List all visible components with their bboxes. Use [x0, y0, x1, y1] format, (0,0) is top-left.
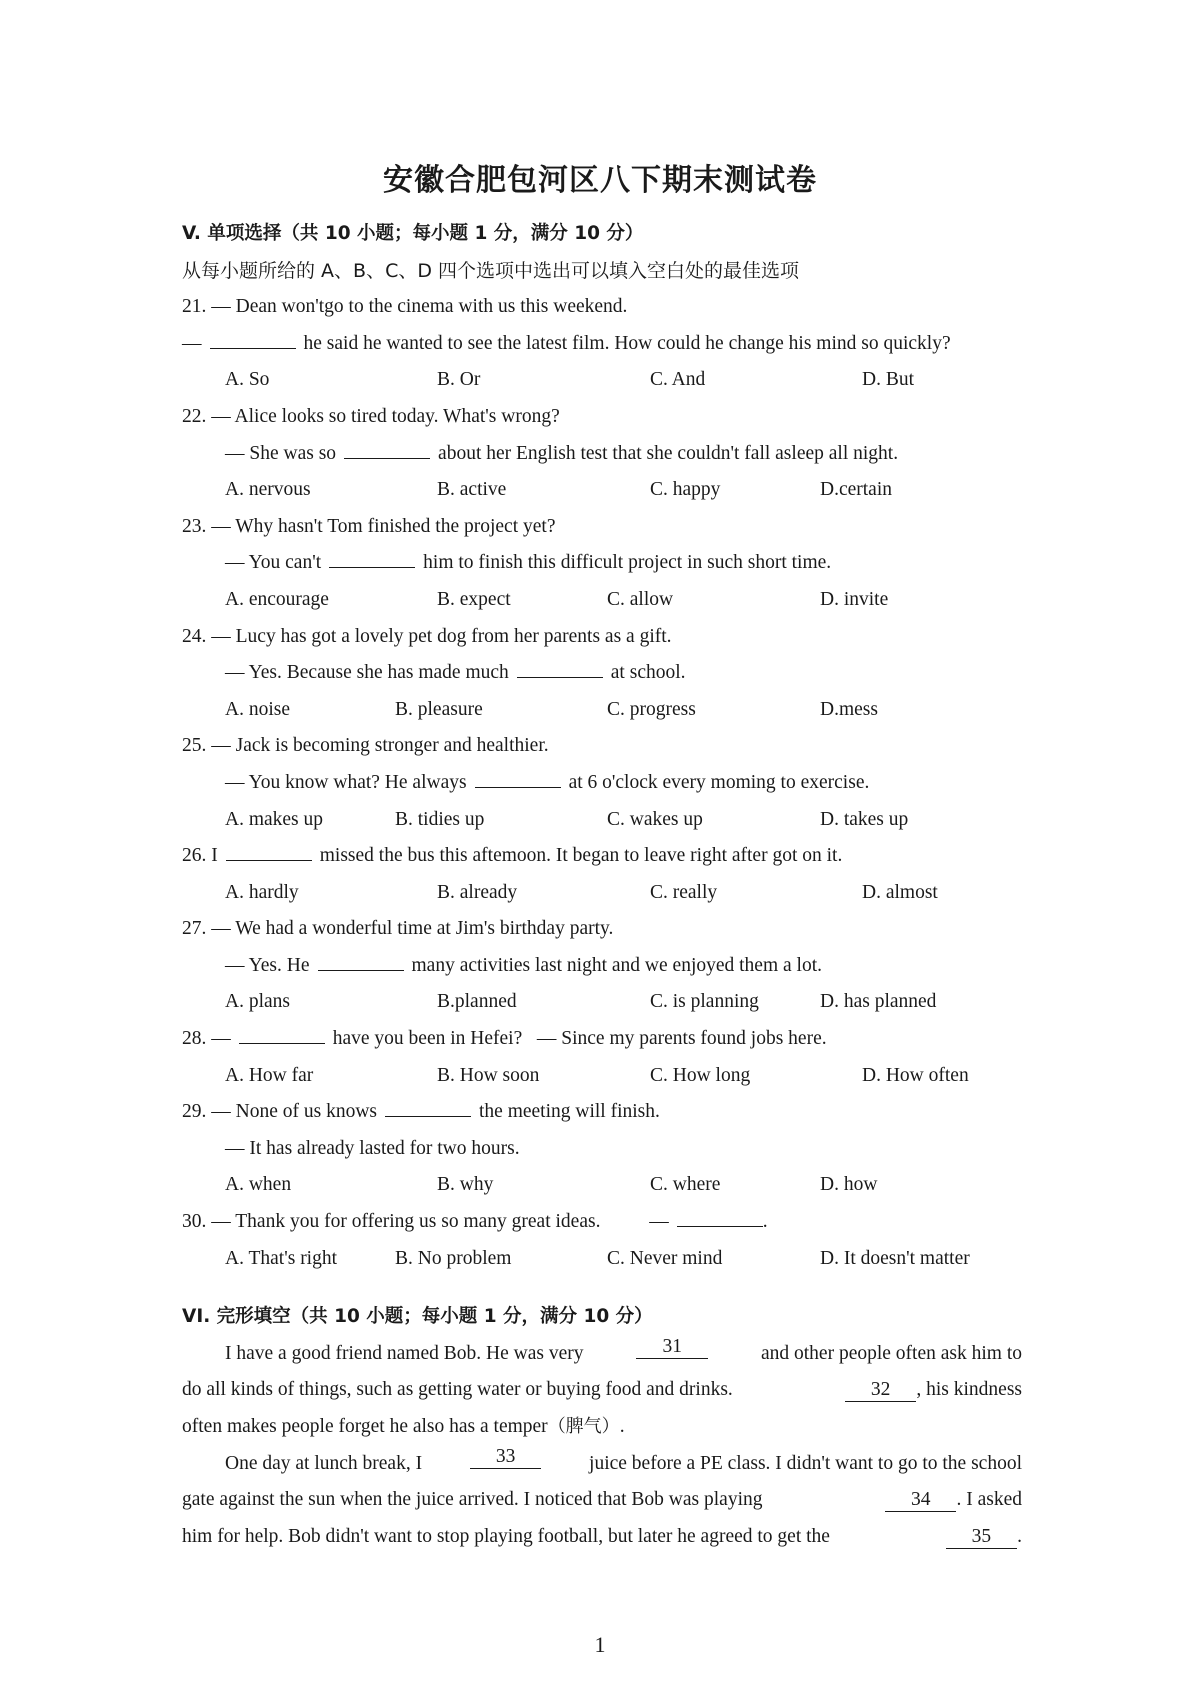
stem-text: — Yes. He [225, 954, 310, 976]
option-a: A. plans [225, 991, 290, 1013]
answer-blank [517, 655, 603, 678]
stem-text: the meeting will finish. [479, 1101, 660, 1123]
cloze-segment [877, 1482, 1022, 1519]
cloze-text: him for help. Bob didn't want to stop playing football, but later he agreed to get the [182, 1525, 830, 1547]
answer-blank [329, 545, 415, 568]
option-c: C. allow [607, 588, 674, 610]
question-23-prompt: 23. — Why hasn't Tom finished the project yet? [182, 515, 556, 537]
answer-blank [239, 1021, 325, 1044]
cloze-blank-34: 34 [885, 1489, 957, 1512]
question-29-options [182, 1167, 1022, 1204]
question-22-prompt: 22. — Alice looks so tired today. What's wrong? [182, 405, 560, 427]
option-b: B.planned [437, 991, 517, 1013]
question-21-stem [182, 326, 1022, 363]
question-26-options [182, 875, 1022, 912]
question-30-options [182, 1241, 1022, 1278]
cloze-text: often makes people forget he also has a temper [182, 1416, 548, 1437]
question-29-stem: — It has already lasted for two hours. [225, 1137, 520, 1159]
option-b: B. tidies up [395, 808, 485, 830]
answer-blank [210, 326, 296, 349]
stem-text: — [182, 332, 202, 354]
stem-text: . [762, 1211, 768, 1233]
cloze-text: One day at lunch break, I [225, 1452, 423, 1474]
stem-text: about her English test that she couldn't fall asleep all night. [438, 442, 899, 464]
option-a: A. when [225, 1174, 292, 1196]
question-25-stem [182, 765, 1022, 802]
question-22-stem [182, 436, 1022, 473]
stem-text: him to finish this difficult project in such short time. [423, 552, 832, 574]
section-heading-5: V. 单项选择（共 10 小题；每小题 1 分，满分 10 分） [182, 223, 644, 244]
option-a: A. noise [225, 698, 290, 720]
option-b: B. active [437, 479, 507, 501]
stem-text: 26. I [182, 845, 218, 867]
option-d: D. But [862, 369, 915, 391]
option-a: A. hardly [225, 881, 299, 903]
question-25-options [182, 802, 1022, 839]
option-d: D. It doesn't matter [820, 1247, 970, 1269]
option-d: D.certain [820, 479, 893, 501]
stem-text: 28. — [182, 1028, 231, 1050]
option-c: C. How long [650, 1064, 751, 1086]
cloze-text: . [1017, 1525, 1022, 1547]
question-28-prompt [182, 1021, 1022, 1058]
option-a: A. So [225, 369, 270, 391]
option-b: B. Or [437, 369, 481, 391]
section-gap [182, 1277, 1022, 1299]
cloze-blank-32: 32 [845, 1379, 917, 1402]
option-b: B. How soon [437, 1064, 540, 1086]
question-24-stem [182, 655, 1022, 692]
answer-blank [344, 436, 430, 459]
cloze-line [182, 1409, 1022, 1446]
question-29-prompt [182, 1094, 1022, 1131]
option-c: C. And [650, 369, 706, 391]
option-b: B. already [437, 881, 518, 903]
cloze-text: , his kindness [916, 1379, 1022, 1401]
cloze-line [182, 1446, 1022, 1483]
cloze-text: juice before a PE class. I didn't want to go to the school [589, 1452, 1022, 1474]
answer-blank [677, 1204, 763, 1227]
question-25-prompt: 25. — Jack is becoming stronger and healthier. [182, 735, 549, 757]
option-d: D. invite [820, 588, 889, 610]
question-21-options [182, 362, 1022, 399]
option-c: C. where [650, 1174, 721, 1196]
option-a: A. nervous [225, 479, 311, 501]
cloze-line [182, 1372, 1022, 1409]
stem-text: — Yes. Because she has made much [225, 662, 509, 684]
question-24-prompt: 24. — Lucy has got a lovely pet dog from her parents as a gift. [182, 625, 672, 647]
option-d: D. has planned [820, 991, 937, 1013]
option-d: D. almost [862, 881, 938, 903]
answer-blank [226, 838, 312, 861]
cloze-text: and other people often ask him to [760, 1342, 1022, 1364]
question-30-prompt [182, 1204, 1022, 1241]
option-a: A. That's right [225, 1247, 338, 1269]
option-c: C. happy [650, 479, 721, 501]
option-d: D. how [820, 1174, 878, 1196]
question-28-options [182, 1058, 1022, 1095]
option-a: A. encourage [225, 588, 329, 610]
stem-text: at school. [610, 662, 686, 684]
stem-text: he said he wanted to see the latest film. How could he change his mind so quickly? [303, 332, 951, 354]
cloze-blank-33: 33 [470, 1446, 542, 1469]
question-27-prompt: 27. — We had a wonderful time at Jim's birthday party. [182, 918, 614, 940]
option-c: C. is planning [650, 991, 759, 1013]
question-23-options [182, 582, 1022, 619]
option-d: D.mess [820, 698, 878, 720]
option-c: C. Never mind [607, 1247, 723, 1269]
option-a: A. How far [225, 1064, 314, 1086]
option-a: A. makes up [225, 808, 324, 830]
cloze-line [182, 1482, 1022, 1519]
cloze-text: . [619, 1416, 625, 1437]
cloze-blank-35: 35 [946, 1526, 1018, 1549]
cloze-segment [837, 1372, 1022, 1409]
cloze-text: . I asked [956, 1489, 1022, 1511]
stem-text: 29. — None of us knows [182, 1101, 377, 1123]
question-24-options [182, 692, 1022, 729]
stem-text: 30. — Thank you for offering us so many great ideas. — [182, 1211, 669, 1233]
option-b: B. expect [437, 588, 511, 610]
stem-text: — You can't [225, 552, 322, 574]
option-c: C. really [650, 881, 718, 903]
option-b: B. No problem [395, 1247, 512, 1269]
option-b: B. why [437, 1174, 494, 1196]
stem-text: at 6 o'clock every moming to exercise. [568, 771, 870, 793]
cloze-segment [938, 1519, 1022, 1556]
cloze-line [182, 1519, 1022, 1556]
option-c: C. wakes up [607, 808, 703, 830]
cloze-text: I have a good friend named Bob. He was very [225, 1342, 584, 1364]
question-27-options [182, 984, 1022, 1021]
exam-content [182, 216, 1022, 1555]
stem-text: — You know what? He always [225, 771, 467, 793]
question-22-options [182, 472, 1022, 509]
stem-text: many activities last night and we enjoyed them a lot. [411, 954, 822, 976]
cloze-line [182, 1336, 1022, 1373]
option-d: D. How often [862, 1064, 969, 1086]
question-21-prompt: 21. — Dean won'tgo to the cinema with us this weekend. [182, 296, 628, 318]
question-23-stem [182, 545, 1022, 582]
option-d: D. takes up [820, 808, 909, 830]
question-27-stem [182, 948, 1022, 985]
stem-text: missed the bus this aftemoon. It began to leave right after got on it. [319, 845, 843, 867]
cloze-blank-31: 31 [636, 1336, 708, 1359]
option-c: C. progress [607, 698, 696, 720]
stem-text: have you been in Hefei? — Since my parents found jobs here. [332, 1028, 827, 1050]
option-b: B. pleasure [395, 698, 483, 720]
answer-blank [475, 765, 561, 788]
answer-blank [385, 1094, 471, 1117]
cloze-text: gate against the sun when the juice arrived. I noticed that Bob was playing [182, 1489, 763, 1511]
section-instruction: 从每小题所给的 A、B、C、D 四个选项中选出可以填入空白处的最佳选项 [182, 259, 800, 282]
cloze-text: do all kinds of things, such as getting water or buying food and drinks. [182, 1379, 733, 1401]
cloze-text: （脾气） [547, 1416, 620, 1437]
question-26-prompt [182, 838, 1022, 875]
stem-text: — She was so [225, 442, 337, 464]
page-title: 安徽合肥包河区八下期末测试卷 [383, 163, 817, 198]
answer-blank [318, 948, 404, 971]
section-heading-6: VI. 完形填空（共 10 小题；每小题 1 分，满分 10 分） [182, 1306, 653, 1328]
page-number: 1 [594, 1632, 606, 1657]
